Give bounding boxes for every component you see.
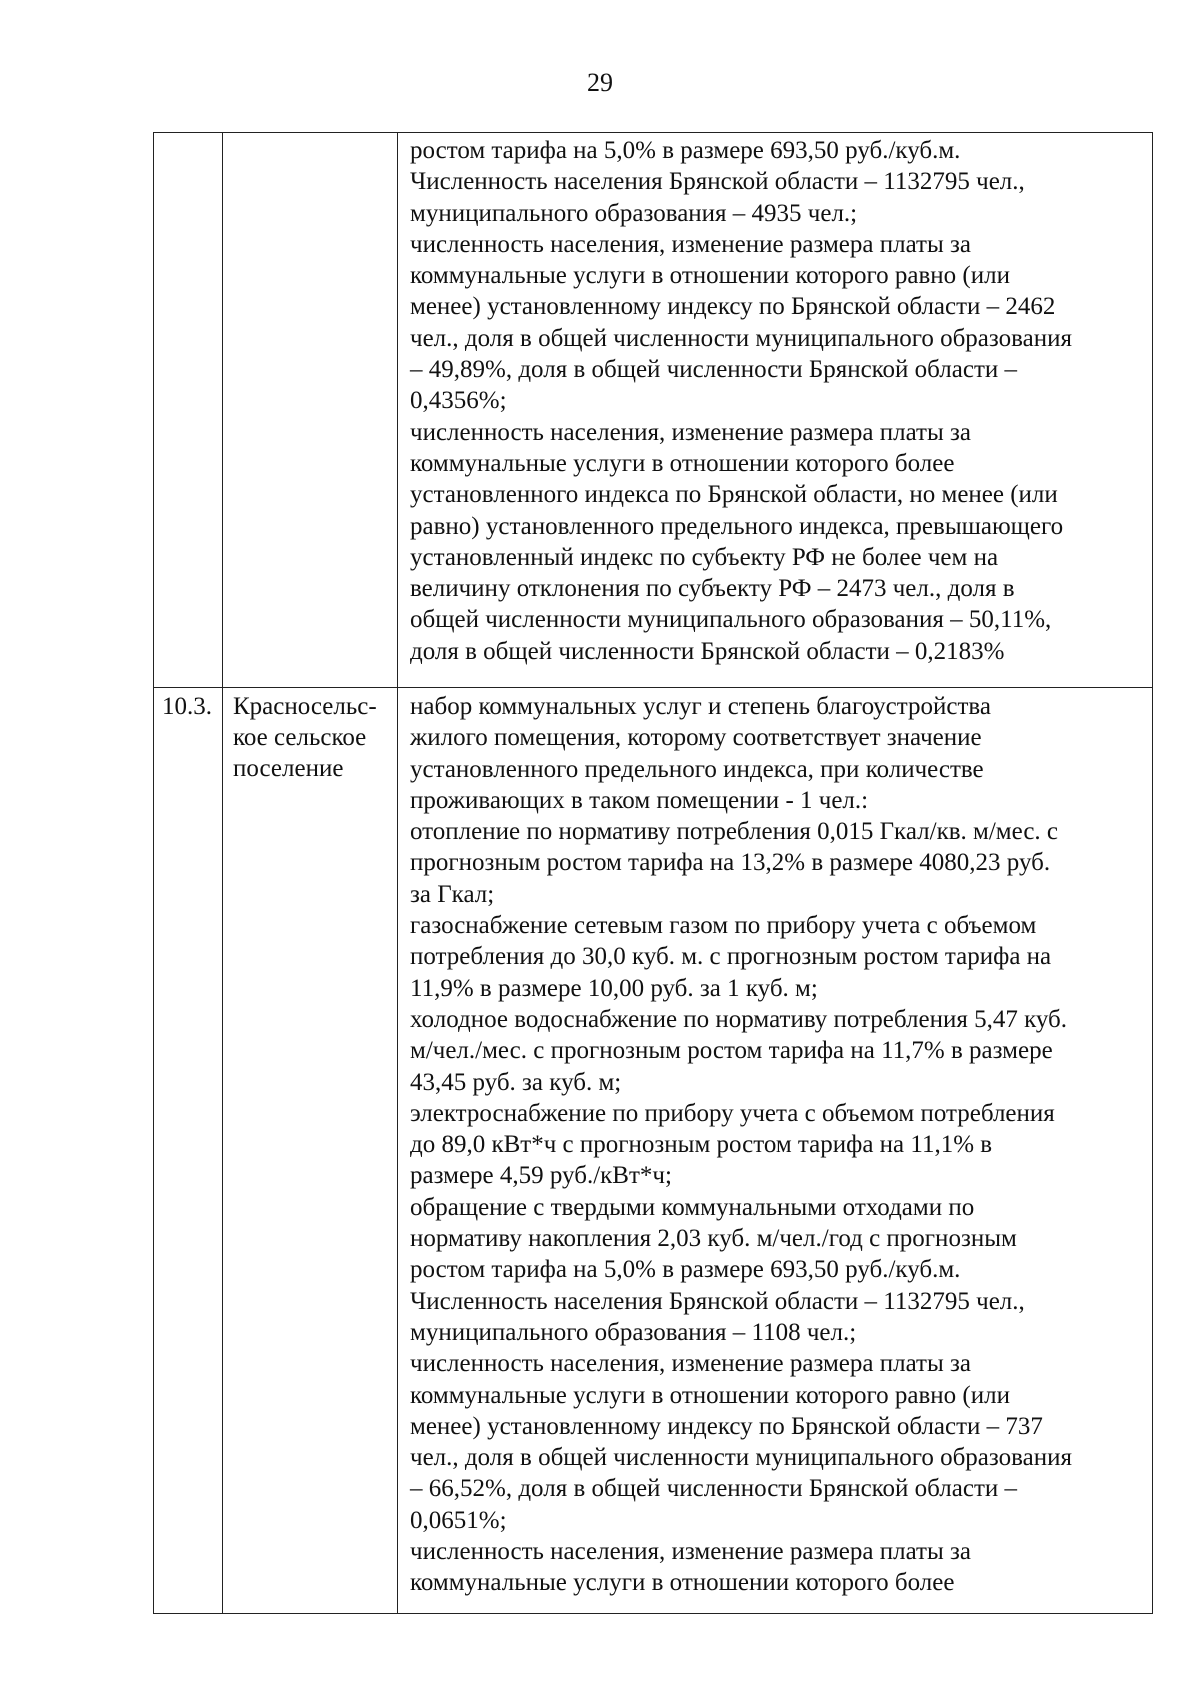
description-line: газоснабжение сетевым газом по прибору учета с объемом [410,912,1037,940]
description-line: за Гкал; [410,880,495,908]
municipality-name-cell [223,688,398,1614]
description-line: установленный индекс по субъекту РФ не более чем на [410,543,999,571]
description-cell [398,133,1153,688]
table-row [154,133,1153,688]
description-line: электроснабжение по прибору учета с объемом потребления [410,1099,1055,1127]
row-number-cell: 10.3. [154,688,223,1614]
description-line: равно) установленного предельного индекса, превышающего [410,512,1064,540]
description-line: коммунальные услуги в отношении которого равно (или [410,262,1010,290]
description-line: размере 4,59 руб./кВт*ч; [410,1162,672,1190]
description-line: Численность населения Брянской области – 1132795 чел., [410,168,1025,196]
description-line: установленного индекса по Брянской области, но менее (или [410,481,1058,509]
municipality-name-line: кое сельское [233,724,367,751]
description-line: доля в общей численности Брянской области – 0,2183% [410,637,1005,665]
description-line: 0,0651%; [410,1506,507,1534]
description-line: 11,9% в размере 10,00 руб. за 1 куб. м; [410,974,818,1002]
description-line: нормативу накопления 2,03 куб. м/чел./год с прогнозным [410,1225,1017,1253]
description-line: – 49,89%, доля в общей численности Брянской области – [410,356,1017,384]
description-line: отопление по нормативу потребления 0,015 Гкал/кв. м/мес. с [410,818,1059,846]
description-line: ростом тарифа на 5,0% в размере 693,50 руб./куб.м. [410,137,961,164]
description-line: чел., доля в общей численности муниципального образования [410,1444,1072,1472]
description-line: потребления до 30,0 куб. м. с прогнозным ростом тарифа на [410,943,1052,971]
description-line: муниципального образования – 1108 чел.; [410,1318,857,1346]
description-cell [398,688,1153,1614]
description-line: – 66,52%, доля в общей численности Брянской области – [410,1475,1017,1503]
description-line: ростом тарифа на 5,0% в размере 693,50 руб./куб.м. [410,1256,961,1284]
description-line: муниципального образования – 4935 чел.; [410,199,858,227]
description-line: величину отклонения по субъекту РФ – 2473 чел., доля в [410,575,1015,603]
description-line: 43,45 руб. за куб. м; [410,1068,622,1096]
tariff-table [153,132,1153,1614]
description-line: численность населения, изменение размера платы за [410,1538,971,1566]
description-line: набор коммунальных услуг и степень благоустройства [410,693,991,720]
table-row [154,688,1153,1614]
description-line: холодное водоснабжение по нормативу потребления 5,47 куб. [410,1005,1068,1033]
description-line: численность населения, изменение размера платы за [410,1350,971,1378]
description-line: обращение с твердыми коммунальными отходами по [410,1193,975,1221]
description-line: проживающих в таком помещении - 1 чел.: [410,786,869,814]
description-line: коммунальные услуги в отношении которого равно (или [410,1381,1010,1409]
municipality-name-line: Красносельс- [233,693,377,720]
description-line: коммунальные услуги в отношении которого более [410,1569,955,1597]
municipality-name-cell [223,133,398,688]
description-line: численность населения, изменение размера платы за [410,230,971,258]
description-line: чел., доля в общей численности муниципального образования [410,324,1072,352]
page-number: 29 [587,68,613,97]
description-line: прогнозным ростом тарифа на 13,2% в размере 4080,23 руб. [410,849,1051,877]
description-line: численность населения, изменение размера платы за [410,418,971,446]
row-number-cell [154,133,223,688]
description-line: Численность населения Брянской области – 1132795 чел., [410,1287,1025,1315]
description-line: общей численности муниципального образования – 50,11%, [410,606,1052,634]
description-line: установленного предельного индекса, при количестве [410,755,984,783]
description-line: м/чел./мес. с прогнозным ростом тарифа на 11,7% в размере [410,1037,1053,1065]
description-line: менее) установленному индексу по Брянской области – 2462 [410,293,1056,321]
description-line: коммунальные услуги в отношении которого более [410,449,955,477]
description-line: 0,4356%; [410,387,507,415]
description-line: до 89,0 кВт*ч с прогнозным ростом тарифа на 11,1% в [410,1131,993,1159]
municipality-name-line: поселение [233,755,344,782]
description-line: менее) установленному индексу по Брянской области – 737 [410,1412,1043,1440]
description-line: жилого помещения, которому соответствует значение [410,724,982,752]
